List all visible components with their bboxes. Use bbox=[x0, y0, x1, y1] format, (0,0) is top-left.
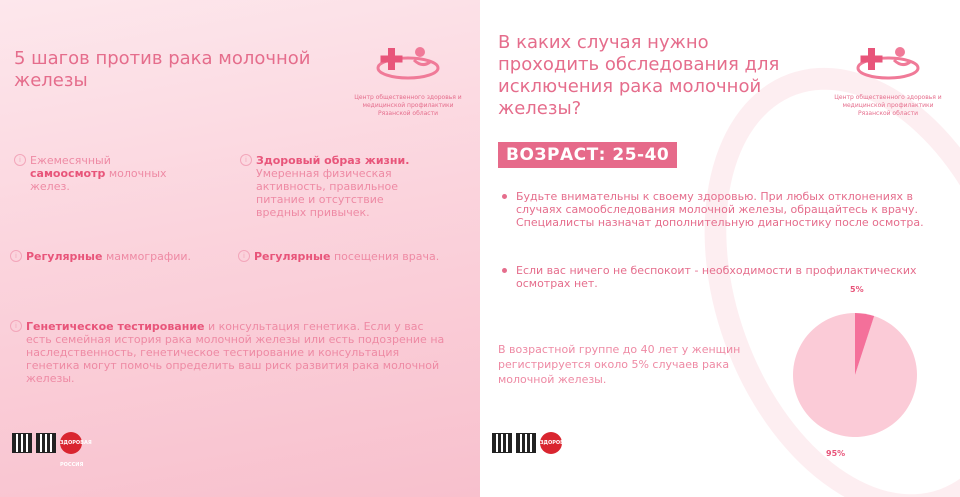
healthy-russia-logo: ЗДОРОВАЯ РОССИЯ bbox=[540, 432, 562, 454]
tip-text: Ежемесячный bbox=[30, 154, 111, 167]
tip-bold: Здоровый образ жизни. bbox=[256, 154, 410, 167]
age-badge: ВОЗРАСТ: 25-40 bbox=[498, 142, 677, 168]
pie-svg bbox=[790, 280, 920, 465]
tip-text: Умеренная физическая активность, правильное питание и отсутствие вредных привычек. bbox=[256, 167, 399, 219]
healthy-russia-logo: ЗДОРОВАЯ РОССИЯ bbox=[60, 432, 82, 454]
tip-bold: Регулярные bbox=[26, 250, 103, 263]
logo-caption: Центр общественного здоровья и медицинской профилактики Рязанской области bbox=[834, 94, 942, 117]
qr-code-icon bbox=[12, 433, 32, 453]
info-icon: i bbox=[238, 250, 250, 262]
info-icon: i bbox=[10, 250, 22, 262]
tip-bold: самоосмотр bbox=[30, 167, 106, 180]
tip-healthy-lifestyle bbox=[245, 154, 416, 219]
tip-doctor-visits bbox=[243, 250, 464, 263]
pie-label-5: 5% bbox=[850, 285, 864, 294]
bullet-item: Если вас ничего не беспокоит - необходимости в профилактических осмотрах нет. bbox=[516, 264, 926, 290]
center-logo bbox=[348, 40, 468, 118]
tip-self-exam bbox=[19, 154, 180, 193]
right-title: В каких случая нужно проходить обследования для исключения рака молочной железы? bbox=[498, 32, 780, 119]
tip-bold: Генетическое тестирование bbox=[26, 320, 205, 333]
health-center-logo-icon bbox=[848, 40, 928, 88]
tip-mammography bbox=[15, 250, 226, 263]
left-title: 5 шагов против рака молочной железы bbox=[14, 48, 311, 91]
info-icon: i bbox=[14, 154, 26, 166]
right-footer bbox=[492, 432, 572, 468]
pie-chart bbox=[790, 280, 920, 465]
health-center-logo-icon bbox=[368, 40, 448, 88]
qr-code-icon bbox=[36, 433, 56, 453]
tip-text: молочных желез. bbox=[30, 167, 167, 193]
tip-text: и консультация генетика. Если у вас есть семейная история рака молочной железы или есть подозрение на наследственность, генетическое тестирование и консультация генетика могут помочь определить ваш риск развития рака молочной железы. bbox=[26, 320, 445, 385]
tip-bold: Регулярные bbox=[254, 250, 331, 263]
pie-label-95: 95% bbox=[826, 449, 846, 458]
right-slide bbox=[480, 0, 960, 497]
statistics-note: В возрастной группе до 40 лет у женщин регистрируется около 5% случаев рака молочной железы. bbox=[498, 343, 741, 386]
tip-genetic-testing bbox=[15, 320, 446, 385]
bullet-item: Будьте внимательны к своему здоровью. При любых отклонениях в случаях самообследования молочной железы, обращайтесь к врачу. Специалисты назначат дополнительную диагностику после осмотра. bbox=[516, 190, 926, 229]
logo-caption: Центр общественного здоровья и медицинской профилактики Рязанской области bbox=[354, 94, 462, 117]
tip-text: маммографии. bbox=[105, 250, 192, 263]
tip-text: посещения врача. bbox=[333, 250, 440, 263]
left-footer bbox=[12, 432, 92, 468]
qr-code-icon bbox=[516, 433, 536, 453]
info-icon: i bbox=[240, 154, 252, 166]
info-icon: i bbox=[10, 320, 22, 332]
qr-code-icon bbox=[492, 433, 512, 453]
center-logo bbox=[828, 40, 948, 118]
